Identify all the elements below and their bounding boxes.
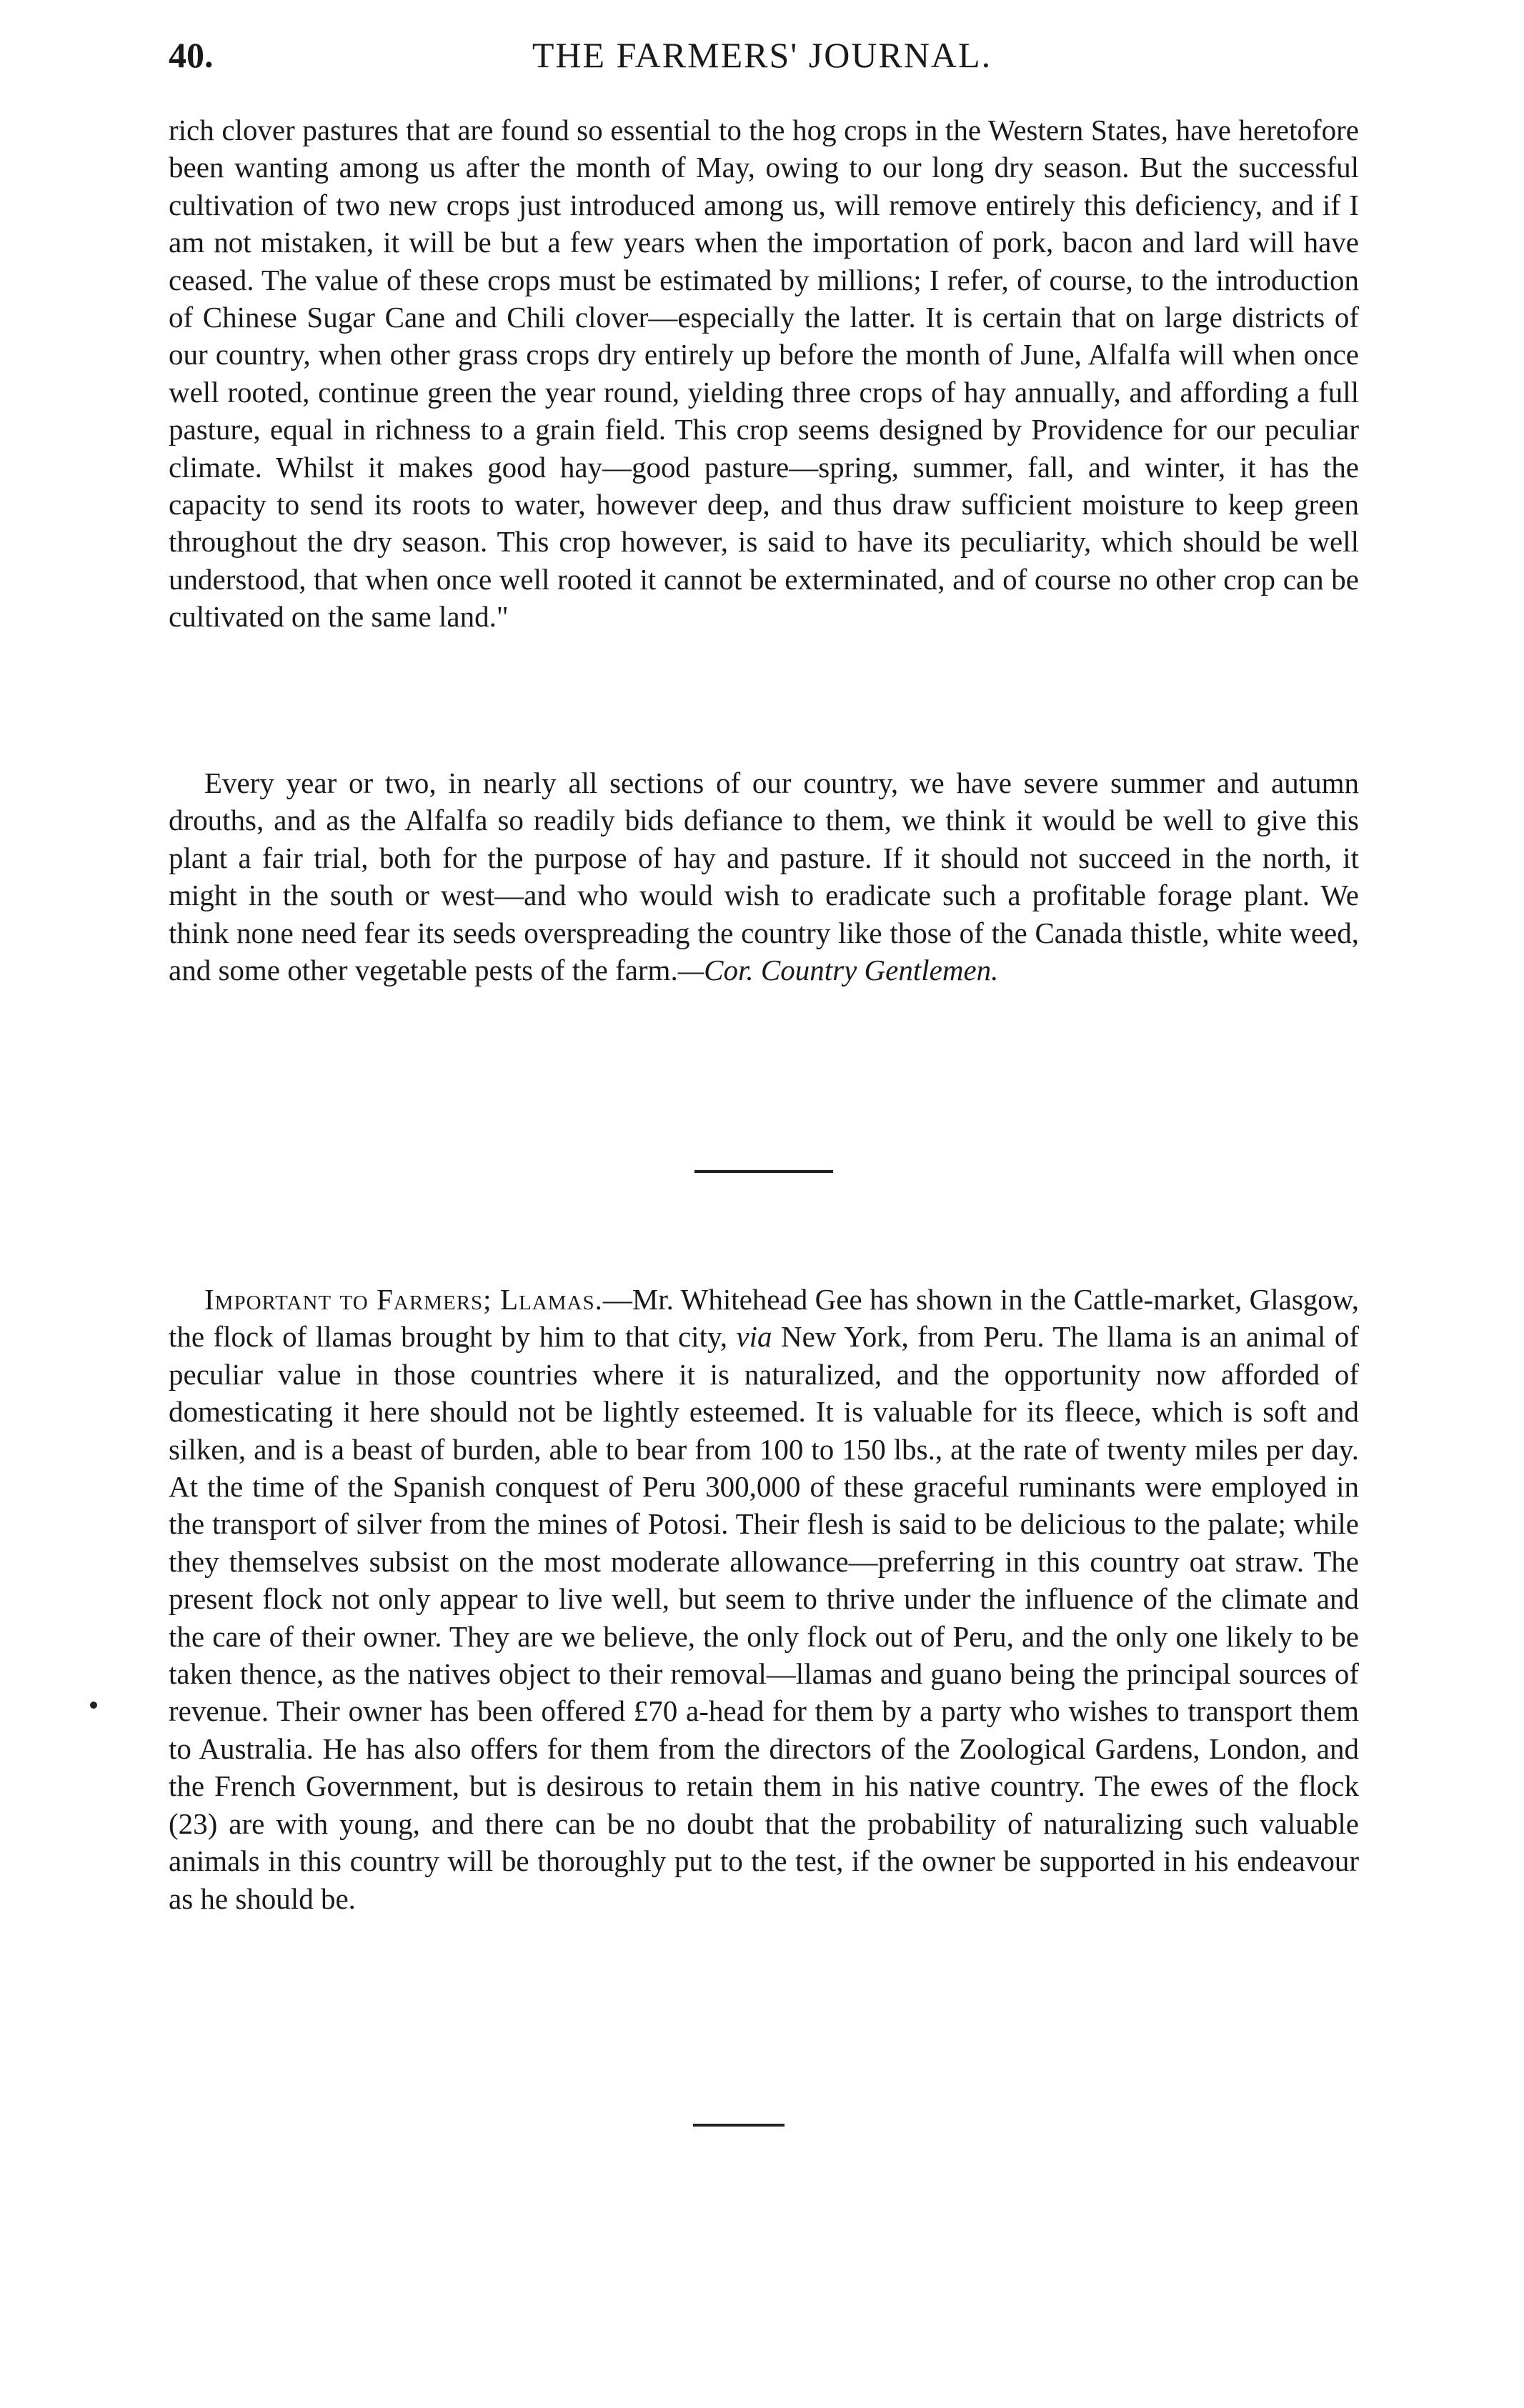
article-continuation-paragraph: [169, 111, 1359, 636]
llama-article: [169, 1281, 1359, 1917]
article-heading: Important to Farmers; Llamas.: [204, 1283, 603, 1316]
paragraph-body: [169, 764, 1359, 989]
article-body: [169, 1281, 1359, 1917]
end-divider: [693, 2124, 785, 2127]
via-word: via: [736, 1320, 772, 1354]
margin-ink-dot: [90, 1702, 97, 1709]
paragraph-text: Every year or two, in nearly all sections of our country, we have severe summer and autumn drouths, and as the Alfalfa so readily bids defiance to them, we think it would be well to give this plant a fair trial, both for the purpose of hay and pasture. If it should not succeed in the north, it might in the south or west—and who would wish to eradicate such a profitable forage plant. We think none need fear its seeds overspreading the country like those of the Canada thistle, white weed, and some other vegetable pests of the farm.: [169, 766, 1359, 987]
article-text-continued: New York, from Peru. The llama is an animal of peculiar value in those countries where it is naturalized, and the opportunity now afforded of domesticating it here should not be lightly esteemed. It is valuable for its fleece, which is soft and silken, and is a beast of burden, able to bear from 100 to 150 lbs., at the rate of twenty miles per day. At the time of the Spanish conquest of Peru 300,000 of these graceful ruminants were employed in the transport of silver from the mines of Potosi. Their flesh is said to be delicious to the palate; while they themselves subsist on the most moderate allowance—preferring in this country oat straw. The present flock not only appear to live well, but seem to thrive under the influence of the climate and the care of their owner. They are we believe, the only flock out of Peru, and the only one likely to be taken thence, as the natives object to their removal—llamas and guano being the principal sources of revenue. Their owner has been offered £70 a-head for them by a party who wishes to transport them to Australia. He has also offers for them from the directors of the Zoological Gardens, London, and the French Government, but is desirous to retain them in his native country. The ewes of the flock (23) are with young, and there can be no doubt that the probability of naturalizing such valuable animals in this country will be thoroughly put to the test, if the owner be supported in his endeavour as he should be.: [169, 1320, 1359, 1915]
section-divider: [694, 1170, 833, 1173]
article-closing-paragraph: [169, 764, 1359, 989]
page-number: 40.: [169, 35, 214, 75]
page-header: [0, 34, 1524, 84]
paragraph-text: rich clover pastures that are found so essential to the hog crops in the Western States, have heretofore been wanting among us after the month of May, owing to our long dry season. But the successful cultivation of two new crops just introduced among us, will remove entirely this deficiency, and if I am not mistaken, it will be but a few years when the importation of pork, bacon and lard will have ceased. The value of these crops must be estimated by millions; I refer, of course, to the introduction of Chinese Sugar Cane and Chili clover—especially the latter. It is certain that on large districts of our country, when other grass crops dry entirely up before the month of June, Alfalfa will when once well rooted, continue green the year round, yielding three crops of hay annually, and affording a full pasture, equal in richness to a grain field. This crop seems designed by Providence for our peculiar climate. Whilst it makes good hay—good pasture—spring, summer, fall, and winter, it has the capacity to send its roots to water, however deep, and thus draw sufficient moisture to keep green throughout the dry season. This crop however, is said to have its peculiarity, which should be well understood, that when once well rooted it cannot be exterminated, and of course no other crop can be cultivated on the same land.": [169, 114, 1359, 634]
running-head: THE FARMERS' JOURNAL.: [532, 35, 992, 75]
article-text: —Mr. Whitehead Gee has shown in the Cattle-market, Glasgow, the flock of llamas brought by him to that city,: [169, 1283, 1359, 1354]
source-attribution: —Cor. Country Gentlemen.: [677, 954, 999, 987]
